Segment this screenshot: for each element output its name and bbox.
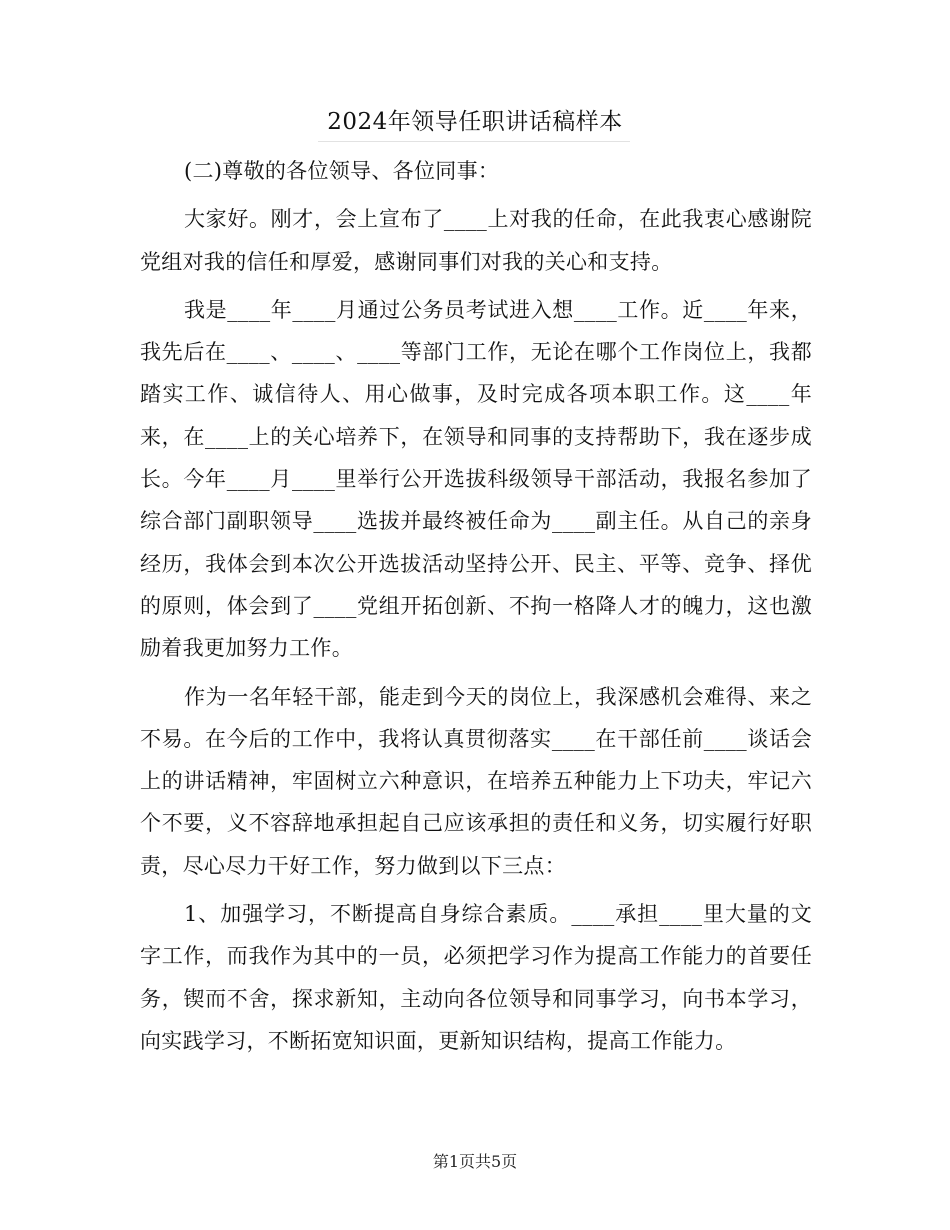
page-number: 第1页共5页 bbox=[432, 1152, 518, 1171]
salutation-paragraph: (二)尊敬的各位领导、各位同事： bbox=[184, 159, 500, 183]
body-paragraph: 大家好。刚才，会上宣布了____上对我的任命，在此我衷心感谢院党组对我的信任和厚爱，感谢同事们对我的关心和支持。 bbox=[140, 207, 812, 274]
body-paragraph: 作为一名年轻干部，能走到今天的岗位上，我深感机会难得、来之不易。在今后的工作中，我将认真贯彻落实____在干部任前____谈话会上的讲话精神，牢固树立六种意识，在培养五种能力上下功夫，牢记六个不要，义不容辞地承担起自己应该承担的责任和义务，切实履行好职责，尽心尽力干好工作，努力做到以下三点： bbox=[140, 684, 812, 878]
document-title: 2024年领导任职讲话稿样本 bbox=[327, 109, 623, 135]
body-paragraph: 1、加强学习，不断提高自身综合素质。____承担____里大量的文字工作，而我作为其中的一员，必须把学习作为提高工作能力的首要任务，锲而不舍，探求新知，主动向各位领导和同事学习，向书本学习，向实践学习，不断拓宽知识面，更新知识结构，提高工作能力。 bbox=[140, 902, 812, 1053]
document-body bbox=[140, 150, 812, 1068]
body-paragraph: 我是____年____月通过公务员考试进入想____工作。近____年来，我先后在____、____、____等部门工作，无论在哪个工作岗位上，我都踏实工作、诚信待人、用心做事，及时完成各项本职工作。这____年来，在____上的关心培养下，在领导和同事的支持帮助下，我在逐步成长。今年____月____里举行公开选拔科级领导干部活动，我报名参加了综合部门副职领导____选拔并最终被任命为____副主任。从自己的亲身经历，我体会到本次公开选拔活动坚持公开、民主、平等、竞争、择优的原则，体会到了____党组开拓创新、不拘一格降人才的魄力，这也激励着我更加努力工作。 bbox=[140, 297, 812, 661]
title-underline bbox=[318, 141, 630, 142]
